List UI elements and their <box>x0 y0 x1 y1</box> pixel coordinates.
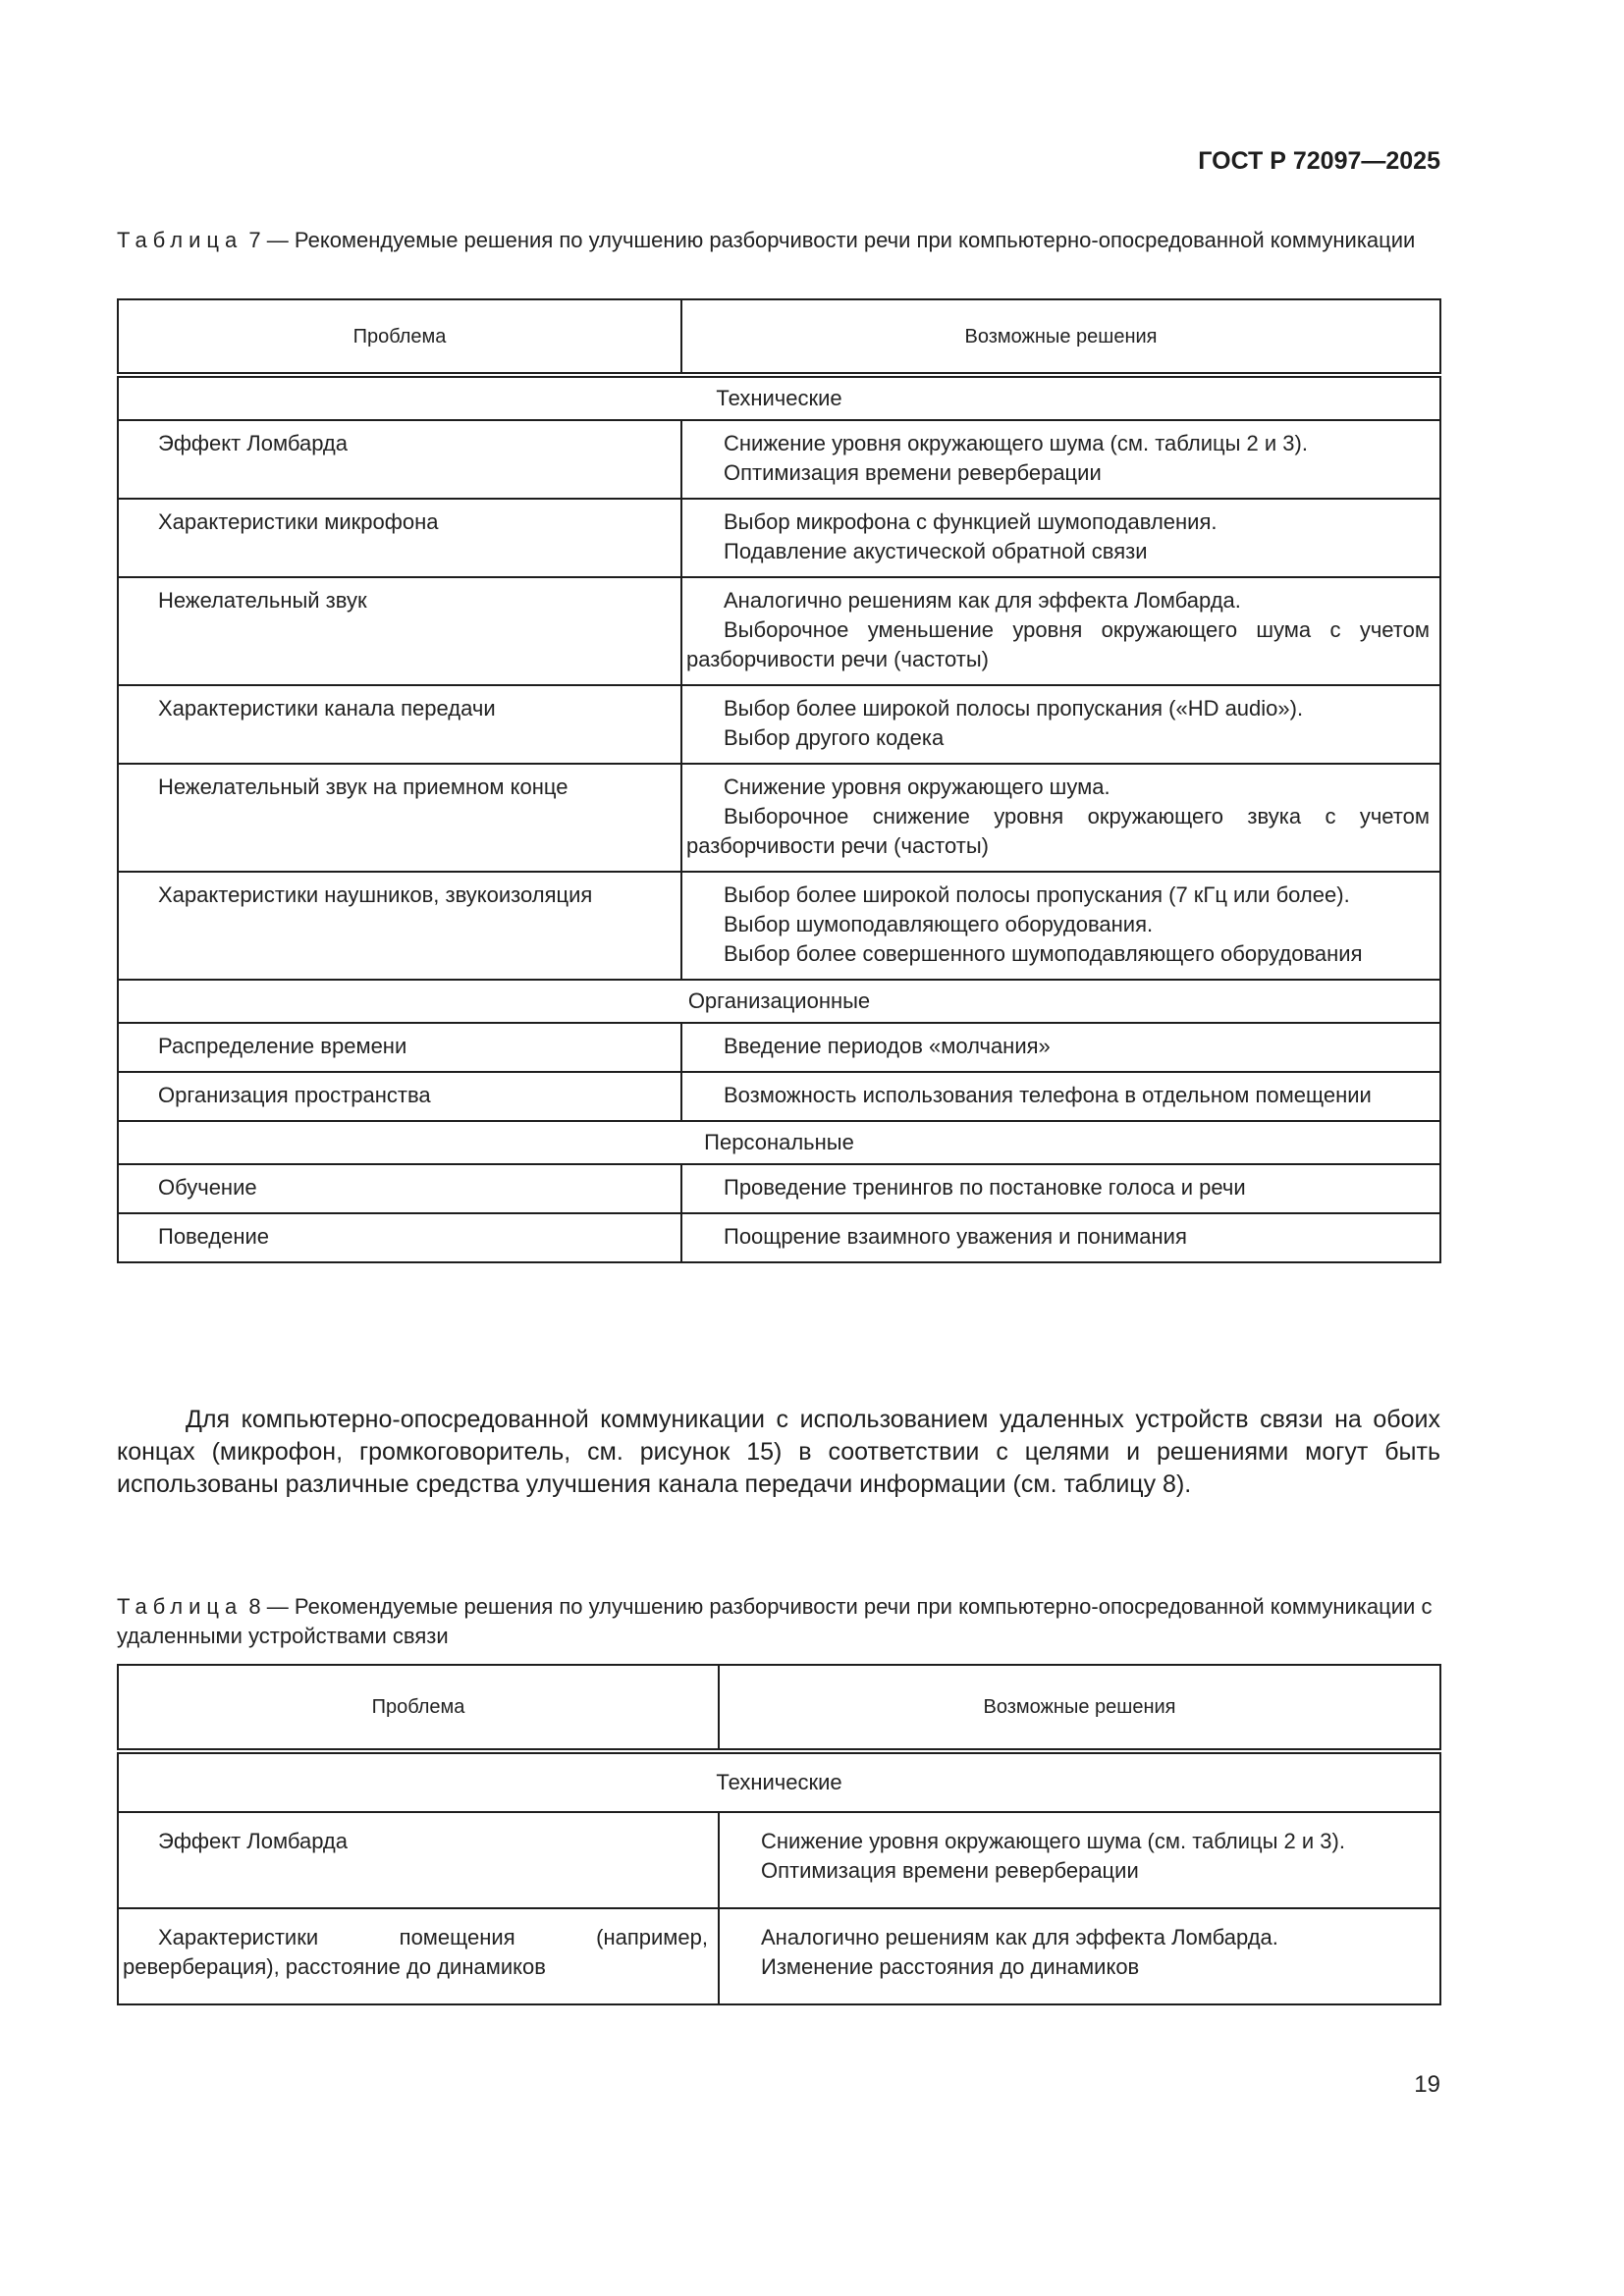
problem-text: Характеристики помещения (например, реверберация), расстояние до динамиков <box>123 1925 708 1979</box>
table-row <box>118 1908 1440 2004</box>
problem-cell <box>118 685 681 764</box>
section-title: Персональные <box>118 1121 1440 1164</box>
table7-caption <box>117 226 1440 255</box>
solution-line: Выбор другого кодека <box>724 725 945 750</box>
problem-cell <box>118 1164 681 1213</box>
solution-line: Введение периодов «молчания» <box>724 1034 1051 1058</box>
section-row <box>118 980 1440 1023</box>
table8 <box>117 1664 1441 2005</box>
solutions-cell <box>719 1812 1440 1908</box>
table-row <box>118 1023 1440 1072</box>
table-row <box>118 1812 1440 1908</box>
table8-header-problem: Проблема <box>118 1665 719 1751</box>
problem-cell <box>118 577 681 685</box>
problem-cell <box>118 764 681 872</box>
problem-text: Эффект Ломбарда <box>158 1829 348 1853</box>
solution-line: Выбор более совершенного шумоподавляющего оборудования <box>724 941 1363 966</box>
problem-text: Нежелательный звук на приемном конце <box>158 774 568 799</box>
problem-cell <box>118 499 681 577</box>
table-row <box>118 577 1440 685</box>
table7-caption-prefix: Таблица <box>117 228 244 252</box>
problem-cell <box>118 1213 681 1262</box>
section-row <box>118 375 1440 420</box>
solutions-cell <box>681 499 1440 577</box>
table-row <box>118 872 1440 980</box>
solutions-cell <box>719 1908 1440 2004</box>
document-code: ГОСТ Р 72097—2025 <box>1198 147 1440 175</box>
table8-caption <box>117 1592 1440 1651</box>
section-row <box>118 1751 1440 1812</box>
table8-caption-text: Рекомендуемые решения по улучшению разборчивости речи при компьютерно-опосредованной коммуникации с удаленными устройствами связи <box>117 1594 1433 1648</box>
solution-line: Выбор микрофона с функцией шумоподавления. <box>724 509 1218 534</box>
solution-line: Выбор более широкой полосы пропускания (7 кГц или более). <box>724 882 1350 907</box>
table7-body <box>118 375 1440 1262</box>
solutions-cell <box>681 1164 1440 1213</box>
table7 <box>117 298 1441 1263</box>
problem-cell <box>118 420 681 499</box>
problem-text: Эффект Ломбарда <box>158 431 348 455</box>
table8-header-solutions: Возможные решения <box>719 1665 1440 1751</box>
table-row <box>118 764 1440 872</box>
solution-line: Оптимизация времени реверберации <box>724 460 1102 485</box>
solutions-cell <box>681 1213 1440 1262</box>
problem-text: Поведение <box>158 1224 269 1249</box>
solution-line: Аналогично решениям как для эффекта Ломбарда. <box>724 588 1241 613</box>
solution-line: Изменение расстояния до динамиков <box>761 1954 1140 1979</box>
solution-line: Оптимизация времени реверберации <box>761 1858 1139 1883</box>
table7-caption-number: 7 — <box>248 228 289 252</box>
table8-body <box>118 1751 1440 2004</box>
solution-line: Снижение уровня окружающего шума (см. таблицы 2 и 3). <box>724 431 1308 455</box>
problem-text: Распределение времени <box>158 1034 407 1058</box>
problem-text: Нежелательный звук <box>158 588 367 613</box>
solutions-cell <box>681 577 1440 685</box>
solutions-cell <box>681 872 1440 980</box>
problem-cell <box>118 1072 681 1121</box>
table-row <box>118 420 1440 499</box>
solution-line: Возможность использования телефона в отдельном помещении <box>724 1083 1372 1107</box>
solution-line: Снижение уровня окружающего шума. <box>724 774 1110 799</box>
solutions-cell <box>681 1072 1440 1121</box>
table-row <box>118 1213 1440 1262</box>
table8-caption-number: 8 — <box>248 1594 289 1619</box>
problem-cell <box>118 1023 681 1072</box>
section-row <box>118 1121 1440 1164</box>
table7-caption-text: Рекомендуемые решения по улучшению разборчивости речи при компьютерно-опосредованной коммуникации <box>294 228 1416 252</box>
solution-line: Выборочное уменьшение уровня окружающего шума с учетом разборчивости речи (частоты) <box>686 617 1430 671</box>
body-paragraph: Для компьютерно-опосредованной коммуникации с использованием удаленных устройств связи на обоих концах (микрофон, громкоговоритель, см. рисунок 15) в соответствии с целями и решениями могут быть использованы различные средства улучшения канала передачи информации (см. таблицу 8). <box>117 1406 1440 1498</box>
table-row <box>118 1164 1440 1213</box>
solution-line: Поощрение взаимного уважения и понимания <box>724 1224 1187 1249</box>
table7-header-solutions: Возможные решения <box>681 299 1440 375</box>
table-row <box>118 1072 1440 1121</box>
table8-caption-prefix: Таблица <box>117 1594 244 1619</box>
solution-line: Проведение тренингов по постановке голоса и речи <box>724 1175 1246 1200</box>
section-title: Организационные <box>118 980 1440 1023</box>
problem-text: Характеристики канала передачи <box>158 696 496 721</box>
problem-text: Организация пространства <box>158 1083 431 1107</box>
problem-text: Характеристики микрофона <box>158 509 439 534</box>
solution-line: Выбор более широкой полосы пропускания («HD audio»). <box>724 696 1304 721</box>
solutions-cell <box>681 1023 1440 1072</box>
problem-cell <box>118 1908 719 2004</box>
solutions-cell <box>681 420 1440 499</box>
section-title: Технические <box>118 1751 1440 1812</box>
solution-line: Аналогично решениям как для эффекта Ломбарда. <box>761 1925 1278 1949</box>
problem-text: Характеристики наушников, звукоизоляция <box>158 882 593 907</box>
problem-cell <box>118 872 681 980</box>
solutions-cell <box>681 685 1440 764</box>
section-title: Технические <box>118 375 1440 420</box>
problem-cell <box>118 1812 719 1908</box>
solution-line: Подавление акустической обратной связи <box>724 539 1148 563</box>
table-row <box>118 499 1440 577</box>
solution-line: Выборочное снижение уровня окружающего звука с учетом разборчивости речи (частоты) <box>686 804 1430 858</box>
table-row <box>118 685 1440 764</box>
solution-line: Выбор шумоподавляющего оборудования. <box>724 912 1154 936</box>
solutions-cell <box>681 764 1440 872</box>
table7-header-problem: Проблема <box>118 299 681 375</box>
page-number: 19 <box>1414 2071 1440 2098</box>
solution-line: Снижение уровня окружающего шума (см. таблицы 2 и 3). <box>761 1829 1345 1853</box>
problem-text: Обучение <box>158 1175 257 1200</box>
